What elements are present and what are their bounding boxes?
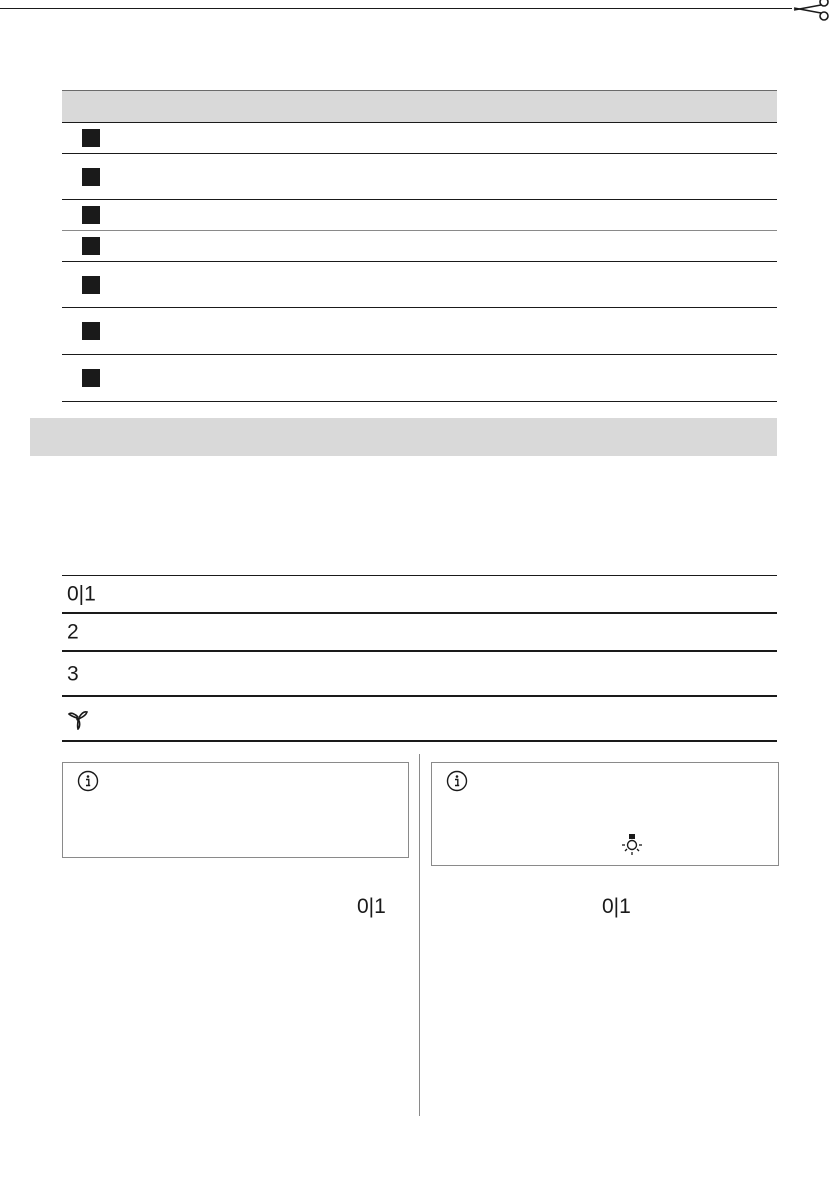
table-row — [62, 652, 777, 697]
table-row — [62, 614, 777, 652]
on-off-symbol: 0|1 — [67, 582, 96, 606]
table-row — [62, 262, 777, 308]
column-divider — [419, 754, 420, 1116]
row-marker-square — [82, 237, 100, 255]
info-note-box — [431, 762, 779, 866]
table-row — [62, 231, 777, 262]
info-icon — [77, 770, 99, 792]
on-off-symbol: 0|1 — [602, 895, 631, 918]
row-marker-square — [82, 322, 100, 340]
settings-table — [62, 575, 777, 742]
scissors-icon — [792, 0, 832, 21]
cut-line — [0, 8, 792, 9]
light-bulb-icon — [620, 833, 644, 857]
on-off-symbol: 0|1 — [357, 895, 386, 918]
row-marker-square — [82, 369, 100, 387]
row-marker-square — [82, 129, 100, 147]
parts-table-header — [62, 90, 777, 123]
level-3-symbol: 3 — [67, 662, 79, 685]
table-row — [62, 200, 777, 231]
info-note-box — [62, 762, 409, 858]
row-marker-square — [82, 168, 100, 186]
table-row — [62, 308, 777, 355]
section-heading-bar — [30, 418, 777, 456]
level-2-symbol: 2 — [67, 620, 79, 644]
table-row — [62, 154, 777, 200]
parts-table — [62, 90, 777, 402]
table-row — [62, 123, 777, 154]
table-row — [62, 355, 777, 402]
info-icon — [446, 770, 468, 792]
row-marker-square — [82, 276, 100, 294]
table-row — [62, 697, 777, 742]
row-marker-square — [82, 206, 100, 224]
fan-icon — [67, 708, 89, 730]
table-row — [62, 576, 777, 614]
